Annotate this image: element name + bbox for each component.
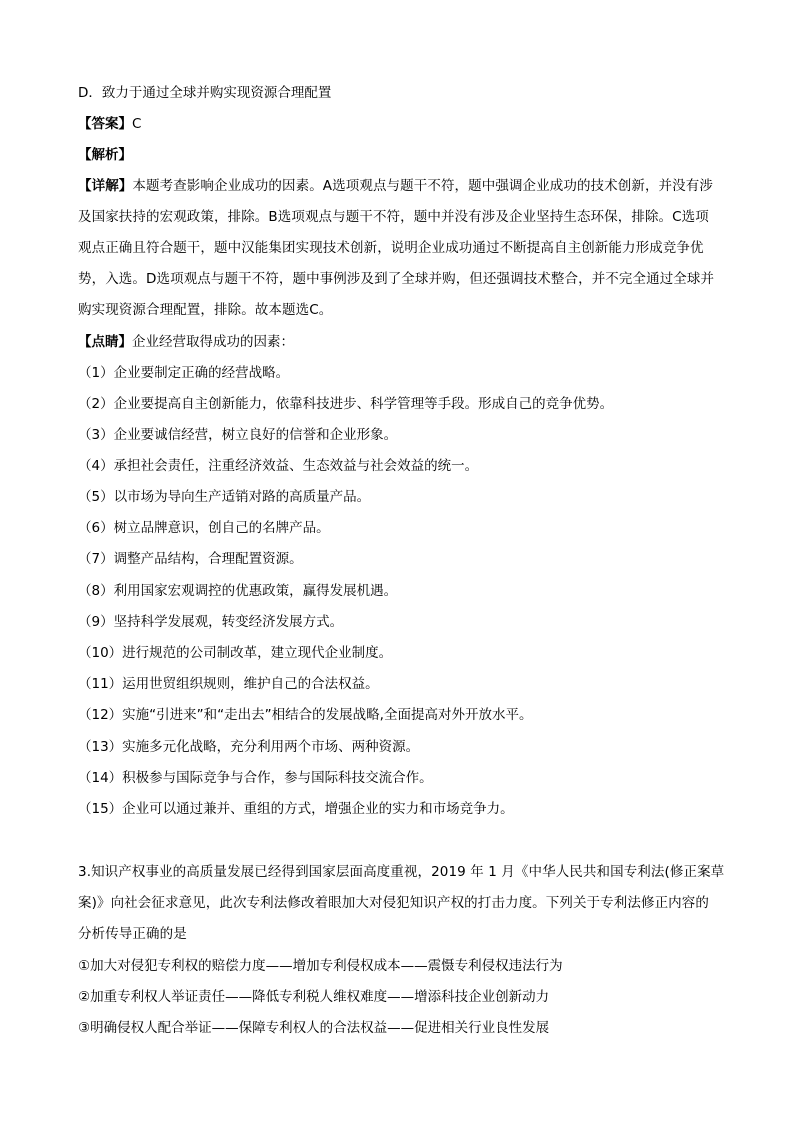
list-item: （8）利用国家宏观调控的优惠政策，赢得发展机遇。: [78, 583, 398, 599]
detail-line-1: [78, 177, 718, 195]
tips-intro: 企业经营取得成功的因素：: [132, 334, 294, 350]
list-item: （9）坚持科学发展观，转变经济发展方式。: [78, 614, 344, 630]
list-item: （15）企业可以通过兼并、重组的方式，增强企业的实力和市场竞争力。: [78, 801, 514, 817]
detail-line-5: 购实现资源合理配置，排除。故本题选C。: [78, 302, 333, 318]
question3-option-3: ③明确侵权人配合举证——保障专利权人的合法权益——促进相关行业良性发展: [78, 1020, 550, 1036]
list-item: （2）企业要提高自主创新能力，依靠科技进步、科学管理等手段。形成自己的竞争优势。: [78, 396, 614, 412]
answer-value: C: [132, 116, 142, 132]
list-item: （4）承担社会责任，注重经济效益、生态效益与社会效益的统一。: [78, 458, 479, 474]
detail-line-4: 势，入选。D选项观点与题干不符，题中事例涉及到了全球并购，但还强调技术整合，并不完全通过全球并: [78, 271, 715, 287]
question3-line-3: 分析传导正确的是: [78, 926, 187, 942]
detail-line-2: 及国家扶持的宏观政策，排除。B选项观点与题干不符，题中并没有涉及企业坚持生态环保，排除。C选项: [78, 209, 709, 225]
question3-option-2: ②加重专利权人举证责任——降低专利税人维权难度——增添科技企业创新动力: [78, 989, 550, 1005]
answer-row: [78, 115, 141, 133]
list-item: （14）积极参与国际竞争与合作，参与国际科技交流合作。: [78, 770, 433, 786]
question3-line-1: 3.知识产权事业的高质量发展已经得到国家层面高度重视，2019 年 1 月《中华人民共和国专利法(修正案草: [78, 864, 725, 880]
list-item: （10）进行规范的公司制改革，建立现代企业制度。: [78, 645, 393, 661]
list-item: （7）调整产品结构，合理配置资源。: [78, 551, 303, 567]
tips-heading: [78, 333, 294, 351]
detail-line-3: 观点正确且符合题干，题中汉能集团实现技术创新，说明企业成功通过不断提高自主创新能力形成竞争优: [78, 240, 704, 256]
question3-line-2: 案)》向社会征求意见，此次专利法修改着眼加大对侵犯知识产权的打击力度。下列关于专利法修正内容的: [78, 895, 709, 911]
list-item: （11）运用世贸组织规则，维护自己的合法权益。: [78, 676, 379, 692]
detail-text: 本题考查影响企业成功的因素。A选项观点与题干不符，题中强调企业成功的技术创新，并没有涉: [132, 178, 713, 194]
list-item: （13）实施多元化战略，充分利用两个市场、两种资源。: [78, 739, 420, 755]
list-item: （1）企业要制定正确的经营战略。: [78, 365, 290, 381]
list-item: （5）以市场为导向生产适销对路的高质量产品。: [78, 489, 371, 505]
question3-option-1: ①加大对侵犯专利权的赔偿力度——增加专利侵权成本——震慑专利侵权违法行为: [78, 958, 563, 974]
tips-label: 【点睛】: [78, 334, 132, 350]
list-item: （3）企业要诚信经营，树立良好的信誉和企业形象。: [78, 427, 398, 443]
list-item: （12）实施“引进来”和“走出去”相结合的发展战略,全面提高对外开放水平。: [78, 707, 533, 723]
analysis-label: 【解析】: [78, 147, 132, 163]
option-d: D．致力于通过全球并购实现资源合理配置: [78, 85, 332, 101]
detail-label: 【详解】: [78, 178, 133, 194]
list-item: （6）树立品牌意识，创自己的名牌产品。: [78, 520, 330, 536]
answer-label: 【答案】: [78, 116, 132, 132]
